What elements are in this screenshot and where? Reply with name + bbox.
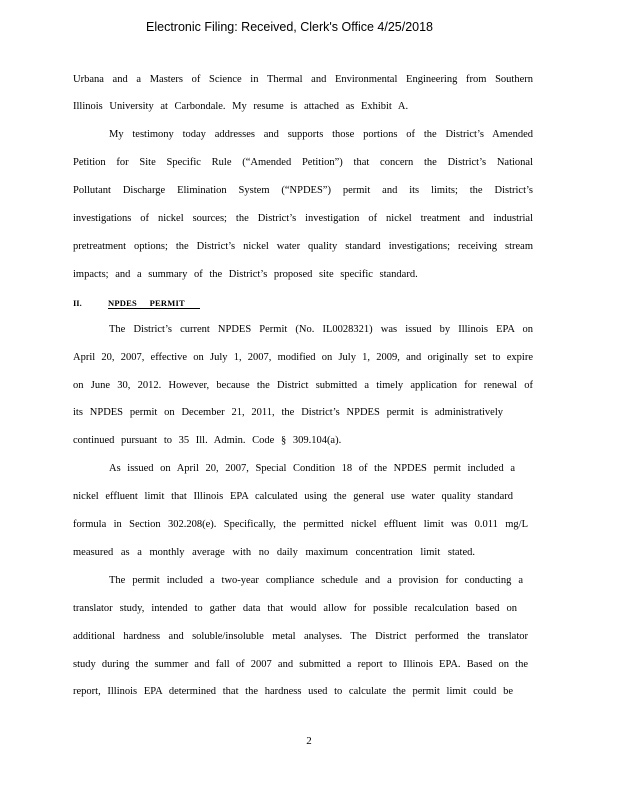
- page-number: 2: [306, 735, 312, 747]
- body-line: impacts; and a summary of the District’s proposed site specific standard.: [73, 269, 418, 280]
- body-line: translator study, intended to gather data that would allow for possible recalculation based on: [73, 603, 517, 614]
- body-line: April 20, 2007, effective on July 1, 2007, modified on July 1, 2009, and originally set to expire: [73, 352, 533, 363]
- body-line: continued pursuant to 35 Ill. Admin. Code § 309.104(a).: [73, 435, 342, 446]
- body-line: The District’s current NPDES Permit (No. IL0028321) was issued by Illinois EPA on: [109, 324, 533, 335]
- body-line: measured as a monthly average with no daily maximum concentration limit stated.: [73, 547, 475, 558]
- body-line: As issued on April 20, 2007, Special Condition 18 of the NPDES permit included a: [109, 463, 515, 474]
- body-line: My testimony today addresses and supports those portions of the District’s Amended: [109, 129, 533, 140]
- body-line: report, Illinois EPA determined that the hardness used to calculate the permit limit could be: [73, 686, 513, 697]
- body-line: The permit included a two-year compliance schedule and a provision for conducting a: [109, 575, 523, 586]
- section-title-part: NPDES: [108, 298, 137, 308]
- body-line: on June 30, 2012. However, because the District submitted a timely application for renewal of: [73, 380, 533, 391]
- body-line: pretreatment options; the District’s nickel water quality standard investigations; receiving stream: [73, 241, 533, 252]
- body-line: nickel effluent limit that Illinois EPA calculated using the general use water quality standard: [73, 491, 513, 502]
- body-line: Petition for Site Specific Rule (“Amended Petition”) that concern the District’s National: [73, 157, 533, 168]
- body-line: Pollutant Discharge Elimination System (“NPDES”) permit and its limits; the District’s: [73, 185, 533, 196]
- body-line: study during the summer and fall of 2007 and submitted a report to Illinois EPA. Based on the: [73, 659, 528, 670]
- section-number: II.: [73, 298, 82, 308]
- body-line: Urbana and a Masters of Science in Thermal and Environmental Engineering from Southern: [73, 74, 533, 85]
- body-line: formula in Section 302.208(e). Specifically, the permitted nickel effluent limit was 0.011 mg/L: [73, 519, 528, 530]
- filing-stamp: Electronic Filing: Received, Clerk's Office 4/25/2018: [146, 20, 434, 34]
- body-line: investigations of nickel sources; the District’s investigation of nickel treatment and industrial: [73, 213, 533, 224]
- body-line: its NPDES permit on December 21, 2011, the District’s NPDES permit is administratively: [73, 407, 503, 418]
- body-line: additional hardness and soluble/insoluble metal analyses. The District performed the translator: [73, 631, 528, 642]
- section-heading: [108, 298, 200, 309]
- body-line: Illinois University at Carbondale. My resume is attached as Exhibit A.: [73, 101, 409, 112]
- section-title-part: PERMIT: [149, 298, 185, 308]
